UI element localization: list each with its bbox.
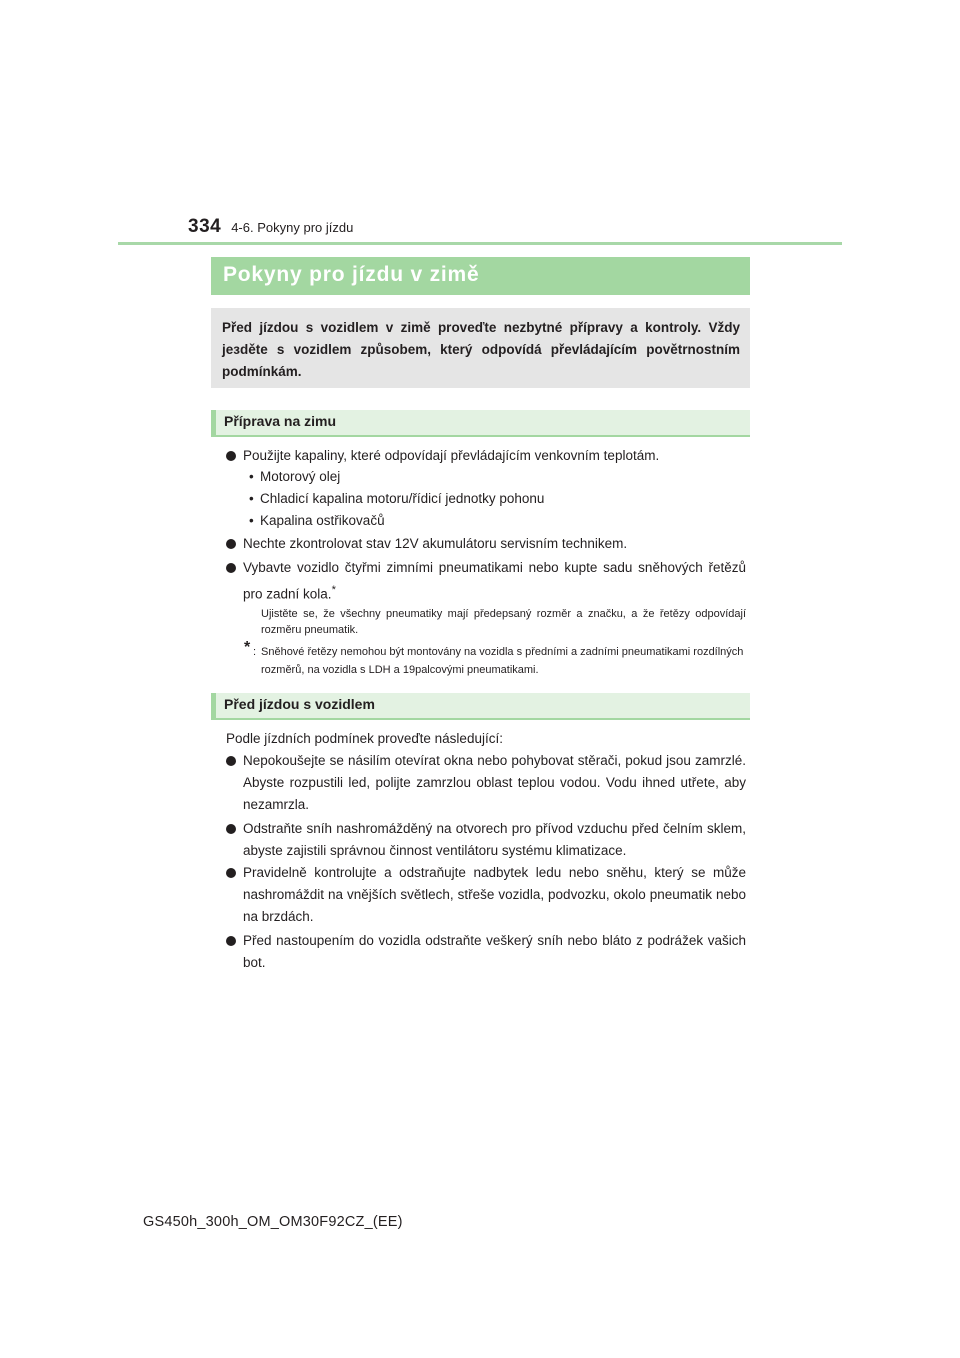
document-code: GS450h_300h_OM_OM30F92CZ_(EE) xyxy=(143,1214,403,1230)
page-title-bar xyxy=(211,257,750,295)
bullet-text: Před nastoupením do vozidla odstraňte veškerý sníh nebo bláto z podrážek vašich bot. xyxy=(243,933,746,970)
intro-text: Před jízdou s vozidlem v zimě proveďte nezbytné přípravy a kontroly. Vždy jeзděte s vozidlem způsobem, který odpovídá převládajícím povětrnostním podmínkám. xyxy=(222,320,740,379)
sub-bullet-icon: • xyxy=(249,513,254,528)
bullet-text: Vybavte vozidlo čtyřmi zimními pneumatikami nebo kupte sadu sněhových řetězů pro zadní kola. xyxy=(243,560,746,602)
section-heading-before-driving xyxy=(211,693,750,720)
sub-list-item xyxy=(249,466,340,488)
lead-text: Podle jízdních podmínek proveďte následující: xyxy=(226,731,503,746)
bullet-text: Pravidelně kontrolujte a odstraňujte nadbytek ledu nebo sněhu, který se může nashromáždit na vnějších světlech, střeše vozidla, podvozku, okolo pneumatik nebo na brzdách. xyxy=(243,865,746,924)
section-heading-text: Příprava na zimu xyxy=(224,413,337,429)
page-title: Pokyny pro jízdu v zimě xyxy=(223,263,480,286)
list-item xyxy=(226,533,746,555)
footnote-star: * xyxy=(244,639,251,656)
bullet-icon xyxy=(226,868,236,878)
bullet-icon xyxy=(226,756,236,766)
page-number: 334 xyxy=(188,216,222,237)
list-item xyxy=(226,750,746,816)
footnote xyxy=(244,639,746,679)
sub-item-text: Kapalina ostřikovačů xyxy=(260,513,385,528)
note-text: Ujistěte se, že všechny pneumatiky mají předepsaný rozměr a značku, a že řetězy odpovídají rozměru pneumatik. xyxy=(261,608,746,636)
list-item xyxy=(226,445,746,467)
list-item xyxy=(226,930,746,974)
header-divider xyxy=(118,242,842,245)
sub-list-item xyxy=(249,488,544,510)
bullet-icon xyxy=(226,936,236,946)
bullet-text: Odstraňte sníh nashromážděný na otvorech pro přívod vzduchu před čelním sklem, abyste zajistili správnou činnost ventilátoru systému klimatizace. xyxy=(243,821,746,858)
bullet-text: Použijte kapaliny, které odpovídají převládajícím venkovním teplotám. xyxy=(243,448,660,463)
section-heading-winter-prep xyxy=(211,410,750,437)
sub-bullet-icon: • xyxy=(249,491,254,506)
section-reference: 4-6. Pokyny pro jízdu xyxy=(231,220,354,235)
sub-item-text: Chladicí kapalina motoru/řídicí jednotky pohonu xyxy=(260,491,545,506)
bullet-icon xyxy=(226,451,236,461)
bullet-icon xyxy=(226,539,236,549)
bullet-text: Nepokoušejte se násilím otevírat okna nebo pohybovat stěrači, pokud jsou zamrzlé. Abyste rozpustili led, polijte zamrzlou oblast teplou vodou. Vodu ihned utřete, aby nezamrzla. xyxy=(243,753,746,812)
footnote-text: Sněhové řetězy nemohou být montovány na vozidla s předními a zadními pneumatikami rozdílných rozměrů, na vozidla s LDH a 19palcovými pneumatikami. xyxy=(261,646,744,676)
bullet-icon xyxy=(226,824,236,834)
footnote-colon: : xyxy=(253,646,257,658)
section-heading-text: Před jízdou s vozidlem xyxy=(224,696,375,712)
bullet-text: Nechte zkontrolovat stav 12V akumulátoru servisním technikem. xyxy=(243,536,628,551)
sub-list-item xyxy=(249,510,385,532)
sub-item-text: Motorový olej xyxy=(260,469,341,484)
bullet-icon xyxy=(226,563,236,573)
intro-box xyxy=(211,308,750,388)
page-header xyxy=(188,216,353,238)
list-item xyxy=(226,818,746,862)
sub-bullet-icon: • xyxy=(249,469,254,484)
list-item xyxy=(226,862,746,928)
footnote-marker: * xyxy=(331,584,336,596)
list-item xyxy=(226,557,746,606)
